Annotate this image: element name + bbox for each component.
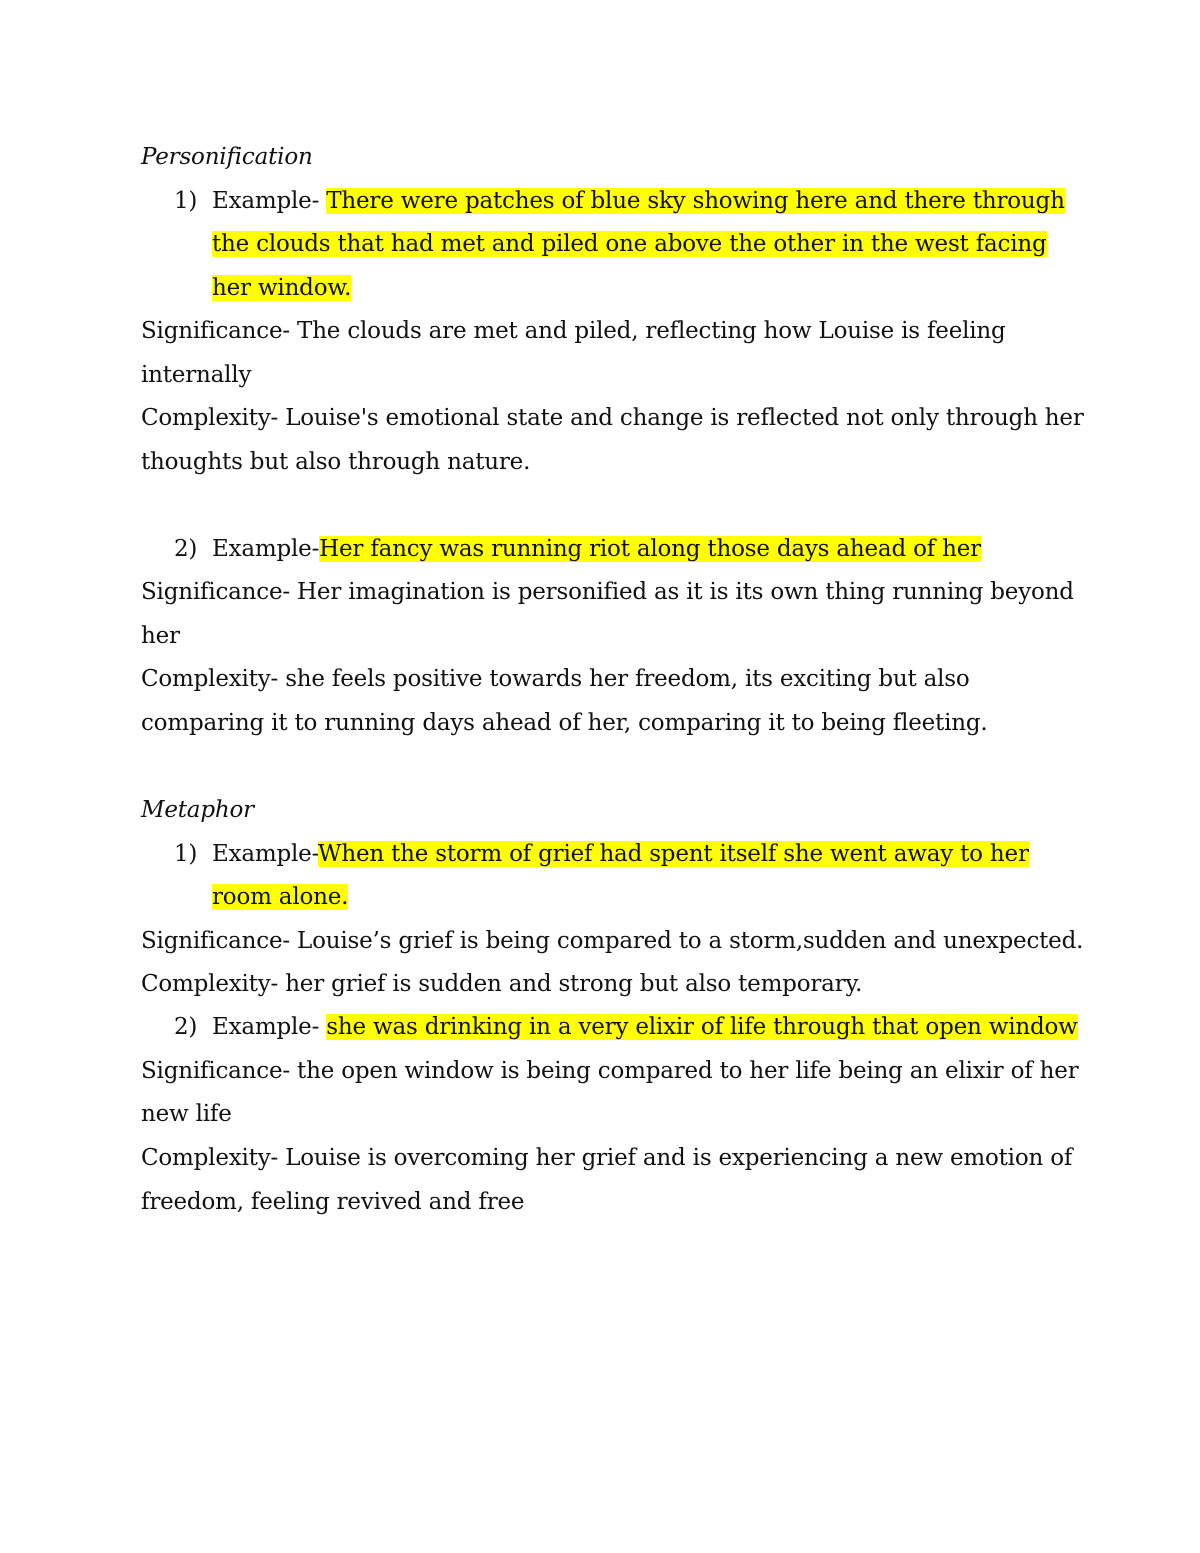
complexity-text: Complexity- she feels positive towards her freedom, its exciting but also [141,666,970,692]
example-label: Example- [212,536,320,562]
significance-text: her [141,623,180,649]
example-quote-line: her window. [212,275,352,301]
example-quote-line: room alone. [212,884,349,910]
complexity-text: freedom, feeling revived and free [141,1189,525,1215]
list-number: 2) [174,1014,198,1040]
significance-text: Significance- the open window is being compared to her life being an elixir of her [141,1058,1079,1084]
example-label: Example- [212,188,327,214]
significance-text: Significance- Louise’s grief is being compared to a storm,sudden and unexpected. [141,928,1084,954]
section-heading-metaphor: Metaphor [141,797,254,823]
complexity-text: comparing it to running days ahead of her, comparing it to being fleeting. [141,710,988,736]
example-line [212,186,1065,216]
list-number: 2) [174,536,198,562]
significance-text: Significance- The clouds are met and piled, reflecting how Louise is feeling [141,318,1006,344]
complexity-text: Complexity- Louise's emotional state and change is reflected not only through her [141,405,1084,431]
section-heading-personification: Personification [141,144,313,170]
example-quote: Her fancy was running riot along those days ahead of her [319,536,981,562]
example-label: Example- [212,841,318,867]
example-quote: There were patches of blue sky showing here and there through [326,188,1065,214]
example-quote-continued [212,882,348,912]
significance-text: new life [141,1101,232,1127]
list-number: 1) [174,188,198,214]
significance-text: Significance- Her imagination is personified as it is its own thing running beyond [141,579,1074,605]
example-quote-line: the clouds that had met and piled one above the other in the west facing [212,231,1047,257]
complexity-text: thoughts but also through nature. [141,449,531,475]
example-quote-continued [212,273,351,303]
example-line [212,534,981,564]
example-quote: she was drinking in a very elixir of life through that open window [326,1014,1078,1040]
example-quote-continued [212,229,1047,259]
complexity-text: Complexity- Louise is overcoming her grief and is experiencing a new emotion of [141,1145,1073,1171]
complexity-text: Complexity- her grief is sudden and strong but also temporary. [141,971,863,997]
list-number: 1) [174,841,198,867]
example-line [212,1012,1078,1042]
example-line [212,839,1029,869]
example-label: Example- [212,1014,320,1040]
example-quote: When the storm of grief had spent itself she went away to her [317,841,1029,867]
significance-text: internally [141,362,252,388]
